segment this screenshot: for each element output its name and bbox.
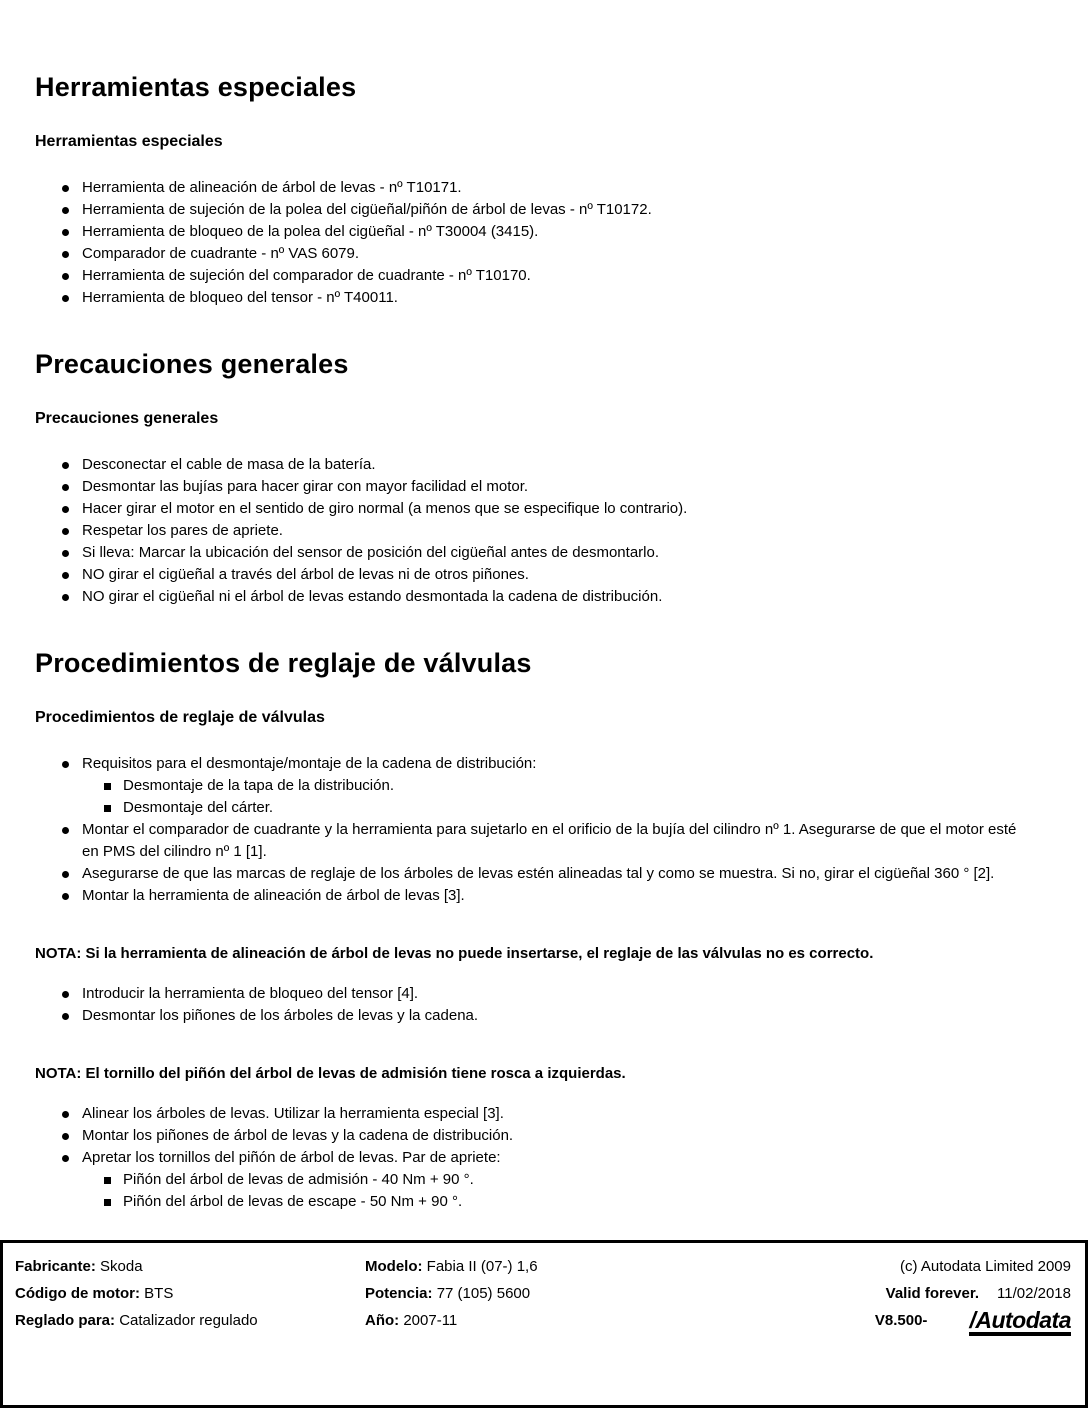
list-item: Desmontaje del cárter. [35, 797, 1032, 819]
list-item: Desmontaje de la tapa de la distribución. [35, 775, 1032, 797]
note-text: NOTA: El tornillo del piñón del árbol de levas de admisión tiene rosca a izquierdas. [35, 1065, 626, 1082]
list-item: Herramienta de sujeción de la polea del cigüeñal/piñón de árbol de levas - nº T10172. [35, 199, 1032, 221]
info-label: Año: [365, 1312, 400, 1329]
list-item: Piñón del árbol de levas de admisión - 40 Nm + 90 °. [35, 1169, 1032, 1191]
bullet-list [35, 454, 1032, 608]
info-value: BTS [144, 1285, 174, 1302]
section-subtitle: Herramientas especiales [35, 133, 223, 150]
section-subtitle: Precauciones generales [35, 410, 219, 427]
vehicle-info-left-column [15, 1253, 258, 1334]
valid-forever-label: Valid forever. [885, 1285, 980, 1302]
bullet-list [35, 753, 1032, 907]
info-row-reglado-para [15, 1307, 258, 1334]
list-item: Herramienta de bloqueo del tensor - nº T40011. [35, 287, 1032, 309]
info-label: Reglado para: [15, 1312, 116, 1329]
list-item: Requisitos para el desmontaje/montaje de la cadena de distribución: [35, 753, 1032, 775]
info-label: Fabricante: [15, 1258, 96, 1275]
list-item: Montar los piñones de árbol de levas y la cadena de distribución. [35, 1125, 1032, 1147]
list-item: Desmontar los piñones de los árboles de levas y la cadena. [35, 1005, 1032, 1027]
note-text: NOTA: Si la herramienta de alineación de árbol de levas no puede insertarse, el reglaje de las válvulas no es correcto. [35, 945, 874, 962]
list-item: Asegurarse de que las marcas de reglaje de los árboles de levas estén alineadas tal y como se muestra. Si no, girar el cigüeñal 360 ° [2]. [35, 863, 1032, 885]
info-label: Código de motor: [15, 1285, 140, 1302]
list-item: Herramienta de alineación de árbol de levas - nº T10171. [35, 177, 1032, 199]
list-item: Montar el comparador de cuadrante y la herramienta para sujetarlo en el orificio de la bujía del cilindro nº 1. Asegurarse de que el motor esté en PMS del cilindro nº 1 [1]. [35, 819, 1032, 863]
info-value: Fabia II (07-) 1,6 [426, 1258, 538, 1275]
info-value: Skoda [100, 1258, 143, 1275]
list-item: Desconectar el cable de masa de la batería. [35, 454, 1032, 476]
bullet-list [35, 983, 1032, 1027]
version-text: V8.500- [874, 1312, 928, 1329]
autodata-logo: /Autodata [969, 1310, 1071, 1336]
info-row-codigo-motor [15, 1280, 258, 1307]
list-item: Apretar los tornillos del piñón de árbol de levas. Par de apriete: [35, 1147, 1032, 1169]
list-item: Herramienta de bloqueo de la polea del cigüeñal - nº T30004 (3415). [35, 221, 1032, 243]
vehicle-info-right-column [875, 1253, 1071, 1336]
bullet-list [35, 1103, 1032, 1213]
section-title: Precauciones generales [35, 349, 349, 379]
valid-date: 11/02/2018 [997, 1285, 1071, 1302]
info-value: Catalizador regulado [119, 1312, 258, 1329]
info-row-modelo [365, 1253, 538, 1280]
info-label: Potencia: [365, 1285, 433, 1302]
section-title: Herramientas especiales [35, 72, 357, 102]
section-subtitle: Procedimientos de reglaje de válvulas [35, 709, 325, 726]
version-row [875, 1307, 1071, 1336]
list-item: Comparador de cuadrante - nº VAS 6079. [35, 243, 1032, 265]
list-item: Hacer girar el motor en el sentido de giro normal (a menos que se especifique lo contrario). [35, 498, 1032, 520]
list-item: NO girar el cigüeñal ni el árbol de levas estando desmontada la cadena de distribución. [35, 586, 1032, 608]
info-row-fabricante [15, 1253, 258, 1280]
list-item: Piñón del árbol de levas de escape - 50 Nm + 90 °. [35, 1191, 1032, 1213]
validity-row [875, 1280, 1071, 1307]
bullet-list [35, 177, 1032, 309]
vehicle-info-middle-column [365, 1253, 538, 1334]
info-row-potencia [365, 1280, 538, 1307]
list-item: Si lleva: Marcar la ubicación del sensor de posición del cigüeñal antes de desmontarlo. [35, 542, 1032, 564]
list-item: NO girar el cigüeñal a través del árbol de levas ni de otros piñones. [35, 564, 1032, 586]
info-label: Modelo: [365, 1258, 423, 1275]
list-item: Herramienta de sujeción del comparador de cuadrante - nº T10170. [35, 265, 1032, 287]
vehicle-info-panel [0, 1240, 1088, 1408]
info-row-ano [365, 1307, 538, 1334]
copyright-text: (c) Autodata Limited 2009 [900, 1258, 1071, 1275]
list-item: Introducir la herramienta de bloqueo del tensor [4]. [35, 983, 1032, 1005]
info-value: 2007-11 [403, 1312, 458, 1329]
list-item: Montar la herramienta de alineación de árbol de levas [3]. [35, 885, 1032, 907]
list-item: Desmontar las bujías para hacer girar con mayor facilidad el motor. [35, 476, 1032, 498]
list-item: Alinear los árboles de levas. Utilizar la herramienta especial [3]. [35, 1103, 1032, 1125]
info-value: 77 (105) 5600 [436, 1285, 531, 1302]
section-title: Procedimientos de reglaje de válvulas [35, 648, 532, 678]
list-item: Respetar los pares de apriete. [35, 520, 1032, 542]
